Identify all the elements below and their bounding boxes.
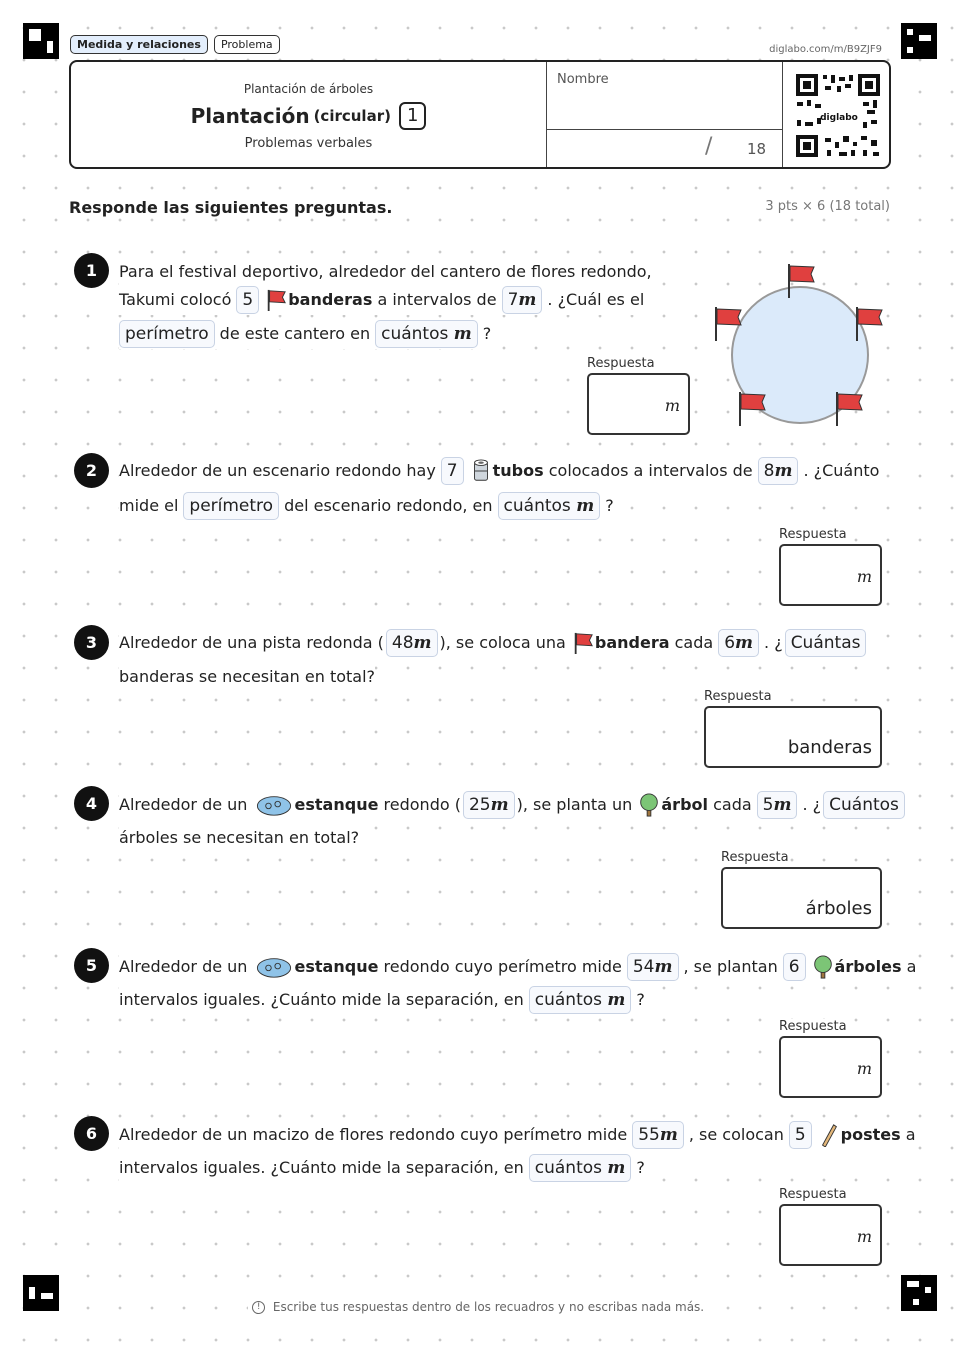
question-text: Alrededor de un macizo de flores redondo cuyo perímetro mide xyxy=(119,1125,628,1144)
flowerbed-diagram xyxy=(708,262,888,432)
footer-note xyxy=(0,1300,960,1314)
question-number: 5 xyxy=(74,948,109,983)
score-field[interactable] xyxy=(546,130,782,169)
question-text: cada xyxy=(713,795,752,814)
question-text: , se plantan xyxy=(683,957,778,976)
value-box: 6m xyxy=(718,629,759,657)
question-number: 2 xyxy=(74,453,109,488)
question-mark: ? xyxy=(605,496,614,515)
value-box: 6 xyxy=(783,953,806,981)
answer-box-1[interactable] xyxy=(587,356,690,435)
answer-box-6[interactable] xyxy=(779,1187,882,1266)
question-text: a xyxy=(905,1125,916,1144)
value-box: 25m xyxy=(463,791,515,819)
question-text: . ¿ xyxy=(802,795,822,814)
tag-type: Problema xyxy=(214,35,280,54)
object-name: bandera xyxy=(594,633,670,652)
question-text: Para el festival deportivo, alrededor del cantero de flores redondo, xyxy=(119,262,652,281)
keyword-box: cuántos m xyxy=(498,492,601,520)
instructions: Responde las siguientes preguntas. xyxy=(69,198,396,217)
worksheet-subtitle: Plantación de árboles xyxy=(243,82,374,96)
score-slash: / xyxy=(705,134,713,159)
object-name: tubos xyxy=(492,461,544,480)
value-box: 48m xyxy=(386,629,438,657)
answer-box-5[interactable] xyxy=(779,1019,882,1098)
tree-icon xyxy=(638,793,660,817)
question-mark: ? xyxy=(482,324,492,343)
question-text: a xyxy=(906,957,917,976)
flag-icon xyxy=(265,288,287,312)
worksheet-header xyxy=(69,60,891,169)
name-label: Nombre xyxy=(557,72,609,87)
question-text: cada xyxy=(674,633,714,652)
question-text: intervalos iguales. ¿Cuánto mide la separación, en xyxy=(119,1158,524,1177)
footer-text: Escribe tus respuestas dentro de los recuadros y no escribas nada más. xyxy=(269,1300,708,1314)
answer-label: Respuesta xyxy=(704,689,772,704)
tag-topic: Medida y relaciones xyxy=(70,35,208,54)
keyword-box: perímetro xyxy=(183,492,279,520)
keyword-box: cuántos m xyxy=(529,1154,632,1182)
value-box: 5 xyxy=(789,1121,812,1149)
answer-label: Respuesta xyxy=(721,850,789,865)
object-name: árboles xyxy=(834,957,902,976)
answer-label: Respuesta xyxy=(779,1019,847,1034)
tree-icon xyxy=(812,955,834,979)
question-text: Alrededor de un xyxy=(119,795,248,814)
info-icon: ! xyxy=(252,1301,265,1314)
question-text: colocados a intervalos de xyxy=(548,461,753,480)
object-name: estanque xyxy=(294,957,379,976)
worksheet-number: 1 xyxy=(399,102,426,130)
value-box: 7 xyxy=(441,457,464,485)
question-text: intervalos iguales. ¿Cuánto mide la separación, en xyxy=(119,990,524,1009)
answer-unit: m xyxy=(856,1059,872,1078)
qr-label: diglabo xyxy=(820,113,858,123)
object-name: estanque xyxy=(294,795,379,814)
question-number: 1 xyxy=(74,253,109,288)
question-text: a intervalos de xyxy=(377,290,497,309)
qr-code xyxy=(782,62,891,169)
question-number: 4 xyxy=(74,786,109,821)
question-text: de este cantero en xyxy=(219,324,371,343)
question-text: Takumi colocó xyxy=(119,290,232,309)
points-summary: 3 pts × 6 (18 total) xyxy=(765,199,890,214)
question-number: 6 xyxy=(74,1116,109,1151)
question-text: , se colocan xyxy=(688,1125,784,1144)
answer-label: Respuesta xyxy=(779,527,847,542)
worksheet-category: Problemas verbales xyxy=(244,136,373,151)
value-box: 5 xyxy=(236,286,259,314)
answer-unit: m xyxy=(856,1227,872,1246)
question-text: redondo cuyo perímetro mide xyxy=(383,957,622,976)
corner-marker-top-left xyxy=(23,23,59,59)
answer-unit: banderas xyxy=(787,737,872,758)
object-name: postes xyxy=(840,1125,901,1144)
answer-box-2[interactable] xyxy=(779,527,882,606)
question-text: banderas se necesitan en total? xyxy=(119,667,376,686)
answer-box-4[interactable] xyxy=(721,850,882,929)
pond-icon xyxy=(254,793,294,817)
answer-unit: m xyxy=(856,567,872,586)
answer-label: Respuesta xyxy=(587,356,655,371)
question-text: del escenario redondo, en xyxy=(284,496,493,515)
question-mark: ? xyxy=(636,990,645,1009)
question-text: . ¿Cuál es el xyxy=(547,290,645,309)
question-text: ), se planta un xyxy=(516,795,633,814)
flag-icon xyxy=(572,631,594,655)
answer-label: Respuesta xyxy=(779,1187,847,1202)
question-mark: ? xyxy=(636,1158,645,1177)
keyword-box: perímetro xyxy=(119,320,215,348)
question-text: Alrededor de un escenario redondo hay xyxy=(119,461,436,480)
answer-unit: árboles xyxy=(805,898,872,919)
question-text: redondo ( xyxy=(383,795,461,814)
worksheet-url: diglabo.com/m/B9ZJF9 xyxy=(769,44,882,55)
question-text: Alrededor de un xyxy=(119,957,248,976)
pond-icon xyxy=(254,955,294,979)
question-text: mide el xyxy=(119,496,179,515)
corner-marker-top-right xyxy=(901,23,937,59)
keyword-box: cuántos m xyxy=(529,986,632,1014)
answer-box-3[interactable] xyxy=(704,689,882,768)
question-text: ), se coloca una xyxy=(439,633,566,652)
question-text: árboles se necesitan en total? xyxy=(119,828,360,847)
object-name: árbol xyxy=(661,795,708,814)
value-box: 54m xyxy=(627,953,679,981)
question-text: . ¿ xyxy=(764,633,783,652)
question-number: 3 xyxy=(74,625,109,660)
question-text: Alrededor de una pista redonda ( xyxy=(119,633,384,652)
value-box: 7m xyxy=(502,286,543,314)
question-text: . ¿Cuánto xyxy=(803,461,880,480)
flag-icon xyxy=(740,392,765,426)
tag-group xyxy=(70,35,280,54)
answer-unit: m xyxy=(664,396,680,415)
value-box: 8m xyxy=(758,457,799,485)
value-box: 5m xyxy=(757,791,798,819)
value-box: 55m xyxy=(632,1121,684,1149)
title-qualifier: (circular) xyxy=(313,107,391,125)
pipe-icon xyxy=(470,459,492,483)
object-name: banderas xyxy=(288,290,373,309)
title-text: Plantación xyxy=(190,104,310,128)
keyword-box: Cuántos xyxy=(823,791,905,819)
flag-icon xyxy=(837,392,862,426)
score-total: 18 xyxy=(747,140,767,158)
keyword-box: Cuántas xyxy=(785,629,867,657)
name-field[interactable] xyxy=(546,62,782,130)
worksheet-title xyxy=(71,102,546,130)
post-icon xyxy=(818,1123,840,1147)
keyword-box: cuántos m xyxy=(375,320,478,348)
